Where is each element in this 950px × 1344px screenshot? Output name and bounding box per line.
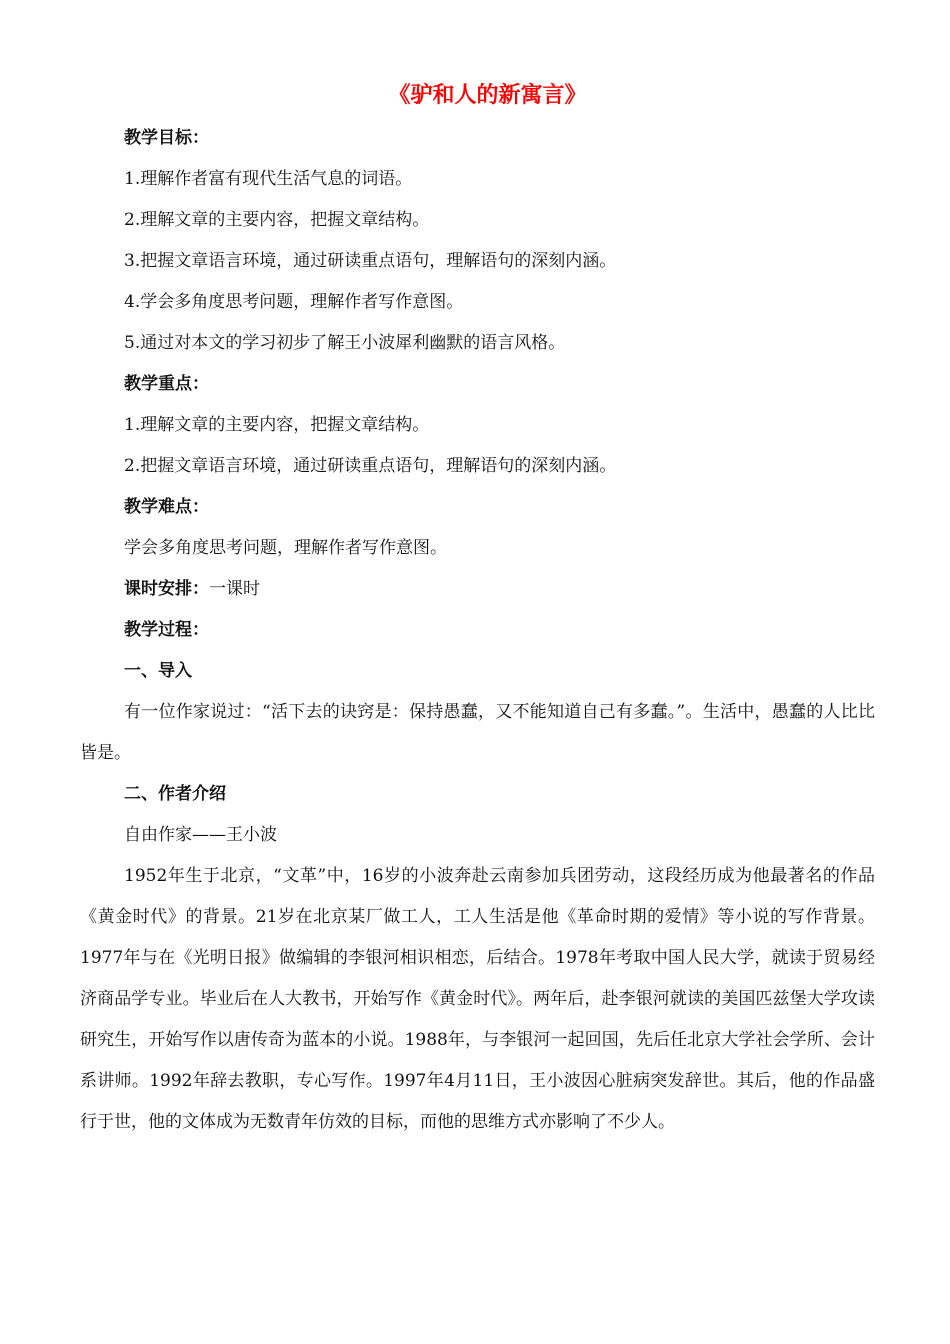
schedule-line bbox=[80, 569, 875, 610]
difficulties-heading: 教学难点： bbox=[124, 497, 209, 517]
objective-item-5: 5.通过对本文的学习初步了解王小波犀利幽默的语言风格。 bbox=[124, 333, 566, 353]
schedule-value: 一课时 bbox=[209, 579, 260, 599]
process-heading: 教学过程： bbox=[124, 620, 209, 640]
objective-item-2: 2.理解文章的主要内容，把握文章结构。 bbox=[124, 210, 430, 230]
document-page bbox=[80, 78, 875, 1143]
schedule-label: 课时安排： bbox=[124, 579, 209, 599]
intro-paragraph: 有一位作家说过：“活下去的诀窍是：保持愚蠢，又不能知道自己有多蠢。”。生活中，愚蠢的人比比皆是。 bbox=[80, 702, 875, 763]
objectives-heading: 教学目标： bbox=[124, 128, 209, 148]
difficulty-item-1: 学会多角度思考问题，理解作者写作意图。 bbox=[124, 538, 447, 558]
objective-item-4: 4.学会多角度思考问题，理解作者写作意图。 bbox=[124, 292, 464, 312]
key-point-item-1: 1.理解文章的主要内容，把握文章结构。 bbox=[124, 415, 430, 435]
author-subtitle: 自由作家——王小波 bbox=[124, 825, 277, 845]
author-bio-paragraph: 1952年生于北京，“文革”中，16岁的小波奔赴云南参加兵团劳动，这段经历成为他最著名的作品《黄金时代》的背景。21岁在北京某厂做工人，工人生活是他《革命时期的爱情》等小说的写作背景。1977年与在《光明日报》做编辑的李银河相识相恋，后结合。1978年考取中国人民大学，就读于贸易经济商品学专业。毕业后在人大教书，开始写作《黄金时代》。两年后，赴李银河就读的美国匹兹堡大学攻读研究生，开始写作以唐传奇为蓝本的小说。1988年，与李银河一起回国，先后任北京大学社会学所、会计系讲师。1992年辞去教职，专心写作。1997年4月11日，王小波因心脏病突发辞世。其后，他的作品盛行于世，他的文体成为无数青年仿效的目标，而他的思维方式亦影响了不少人。 bbox=[80, 866, 875, 1132]
objective-item-3: 3.把握文章语言环境，通过研读重点语句，理解语句的深刻内涵。 bbox=[124, 251, 617, 271]
objective-item-1: 1.理解作者富有现代生活气息的词语。 bbox=[124, 169, 413, 189]
key-points-heading: 教学重点： bbox=[124, 374, 209, 394]
intro-heading: 一、导入 bbox=[124, 661, 192, 681]
key-point-item-2: 2.把握文章语言环境，通过研读重点语句，理解语句的深刻内涵。 bbox=[124, 456, 617, 476]
author-heading: 二、作者介绍 bbox=[124, 784, 226, 804]
document-title: 《驴和人的新寓言》 bbox=[388, 83, 587, 108]
